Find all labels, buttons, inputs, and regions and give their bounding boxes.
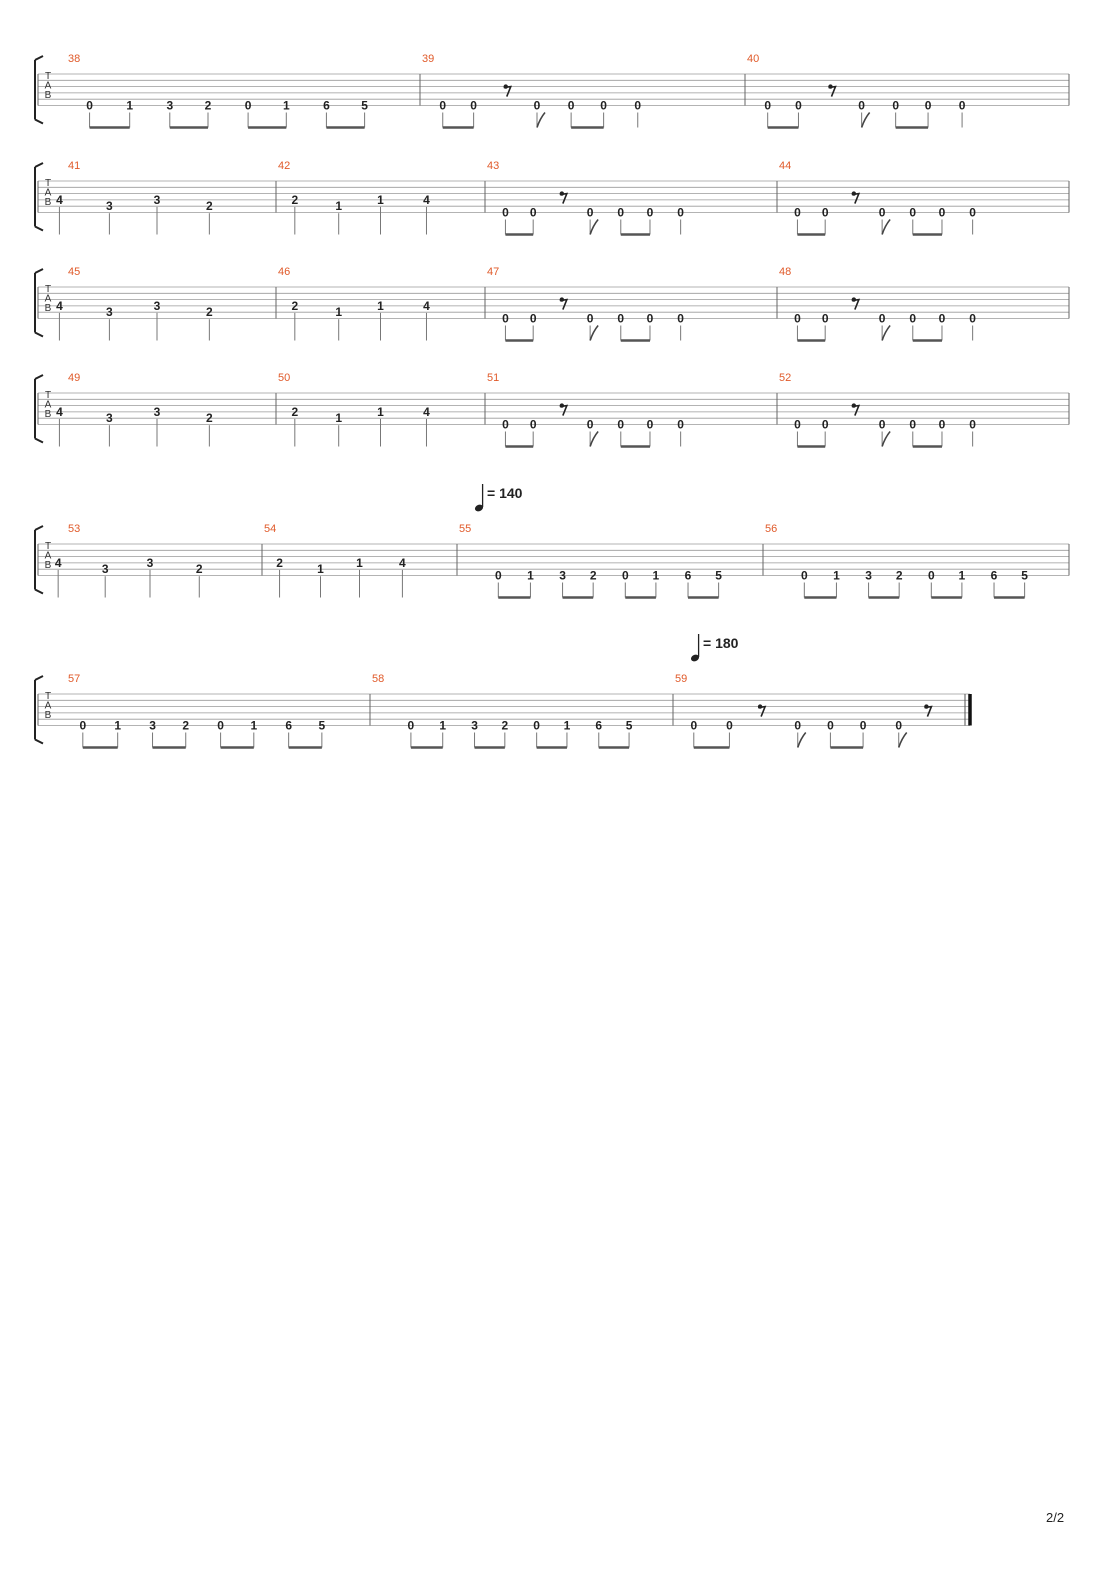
fret-number: 1 xyxy=(282,98,290,113)
note-flag xyxy=(899,733,907,748)
fret-number: 1 xyxy=(527,568,534,583)
fret-number: 0 xyxy=(646,311,654,326)
fret-number: 3 xyxy=(471,718,478,733)
fret-number: 0 xyxy=(794,417,801,432)
fret-number: 6 xyxy=(684,568,692,583)
note-flag xyxy=(862,113,870,128)
fret-number: 3 xyxy=(166,98,174,113)
fret-number: 0 xyxy=(677,311,684,326)
fret-number: 0 xyxy=(634,98,642,113)
measure-number: 46 xyxy=(278,266,291,278)
measure-number: 39 xyxy=(422,53,435,65)
note-flag xyxy=(590,220,598,235)
fret-number: 4 xyxy=(423,298,430,313)
fret-number: 3 xyxy=(153,298,161,313)
fret-number: 2 xyxy=(895,568,903,583)
fret-number: 1 xyxy=(377,192,384,207)
fret-number: 0 xyxy=(800,568,808,583)
fret-number: 1 xyxy=(335,411,343,426)
fret-number: 2 xyxy=(182,718,190,733)
tempo-marking: = 180 xyxy=(703,635,739,651)
fret-number: 4 xyxy=(54,555,62,570)
tab-clef-letter: B xyxy=(44,710,52,721)
fret-number: 0 xyxy=(621,568,629,583)
fret-number: 4 xyxy=(423,192,430,207)
fret-number: 1 xyxy=(377,404,384,419)
fret-number: 0 xyxy=(529,417,537,432)
measure-number: 48 xyxy=(779,266,792,278)
fret-number: 0 xyxy=(794,205,801,220)
fret-number: 1 xyxy=(356,555,363,570)
fret-number: 0 xyxy=(494,568,502,583)
fret-number: 3 xyxy=(153,404,161,419)
fret-number: 3 xyxy=(106,199,113,214)
system-bracket xyxy=(35,676,43,744)
fret-number: 1 xyxy=(958,568,966,583)
fret-number: 0 xyxy=(646,205,654,220)
tab-clef-letter: B xyxy=(44,409,52,420)
measure-number: 58 xyxy=(372,673,385,685)
fret-number: 0 xyxy=(726,718,733,733)
fret-number: 2 xyxy=(276,555,283,570)
tab-clef-letter: T xyxy=(44,691,52,702)
fret-number: 4 xyxy=(423,404,430,419)
measure-number: 57 xyxy=(68,673,81,685)
measure-number: 38 xyxy=(68,53,81,65)
fret-number: 3 xyxy=(106,305,113,320)
tab-clef-letter: A xyxy=(44,550,52,562)
fret-number: 0 xyxy=(909,311,917,326)
tab-clef-letter: A xyxy=(44,80,52,92)
fret-number: 3 xyxy=(865,568,872,583)
tab-clef-letter: A xyxy=(44,399,52,411)
fret-number: 1 xyxy=(335,305,343,320)
fret-number: 1 xyxy=(563,718,571,733)
measure-number: 43 xyxy=(487,160,500,172)
fret-number: 0 xyxy=(821,205,829,220)
fret-number: 6 xyxy=(323,98,330,113)
fret-number: 0 xyxy=(827,718,834,733)
fret-number: 0 xyxy=(470,98,477,113)
fret-number: 0 xyxy=(439,98,447,113)
fret-number: 2 xyxy=(195,562,203,577)
fret-number: 0 xyxy=(529,311,537,326)
fret-number: 0 xyxy=(567,98,575,113)
fret-number: 0 xyxy=(646,417,654,432)
tab-clef-letter: T xyxy=(44,178,52,189)
fret-number: 5 xyxy=(625,718,633,733)
fret-number: 2 xyxy=(291,298,299,313)
tab-clef-letter: T xyxy=(44,71,52,82)
fret-number: 0 xyxy=(407,718,415,733)
fret-number: 2 xyxy=(291,192,299,207)
measure-number: 53 xyxy=(68,523,81,535)
fret-number: 0 xyxy=(909,417,917,432)
fret-number: 0 xyxy=(586,311,594,326)
note-flag xyxy=(882,326,890,341)
tab-clef-letter: T xyxy=(44,541,52,552)
fret-number: 0 xyxy=(600,98,607,113)
fret-number: 1 xyxy=(652,568,660,583)
fret-number: 0 xyxy=(794,311,801,326)
fret-number: 0 xyxy=(938,311,946,326)
fret-number: 1 xyxy=(114,718,122,733)
fret-number: 2 xyxy=(501,718,509,733)
fret-number: 2 xyxy=(206,411,213,426)
measure-number: 45 xyxy=(68,266,81,278)
system-bracket xyxy=(35,163,43,231)
fret-number: 2 xyxy=(206,199,213,214)
fret-number: 3 xyxy=(101,562,109,577)
fret-number: 0 xyxy=(938,205,946,220)
tab-clef-letter: T xyxy=(44,390,52,401)
fret-number: 0 xyxy=(969,311,976,326)
fret-number: 6 xyxy=(990,568,998,583)
fret-number: 1 xyxy=(377,298,384,313)
fret-number: 0 xyxy=(217,718,224,733)
fret-number: 0 xyxy=(859,718,867,733)
measure-number: 55 xyxy=(459,523,472,535)
fret-number: 0 xyxy=(764,98,772,113)
measure-number: 52 xyxy=(779,372,792,384)
fret-number: 0 xyxy=(677,205,684,220)
fret-number: 6 xyxy=(595,718,603,733)
fret-number: 2 xyxy=(589,568,597,583)
fret-number: 0 xyxy=(924,98,932,113)
fret-number: 0 xyxy=(927,568,935,583)
fret-number: 0 xyxy=(821,311,829,326)
fret-number: 1 xyxy=(250,718,258,733)
fret-number: 0 xyxy=(533,718,540,733)
fret-number: 4 xyxy=(56,298,63,313)
note-flag xyxy=(590,432,598,447)
fret-number: 0 xyxy=(586,417,594,432)
tab-clef-letter: A xyxy=(44,187,52,199)
fret-number: 5 xyxy=(318,718,326,733)
system-bracket xyxy=(35,526,43,594)
fret-number: 4 xyxy=(56,404,63,419)
measure-number: 41 xyxy=(68,160,81,172)
fret-number: 0 xyxy=(821,417,829,432)
measure-number: 44 xyxy=(779,160,792,172)
tab-clef-letter: B xyxy=(44,197,52,208)
system-bracket xyxy=(35,375,43,443)
fret-number: 0 xyxy=(690,718,698,733)
fret-number: 6 xyxy=(285,718,293,733)
fret-number: 5 xyxy=(361,98,368,113)
note-flag xyxy=(590,326,598,341)
measure-number: 54 xyxy=(264,523,277,535)
page-number: 2/2 xyxy=(1046,1510,1065,1525)
fret-number: 0 xyxy=(502,205,509,220)
fret-number: 1 xyxy=(335,199,343,214)
fret-number: 0 xyxy=(795,98,802,113)
measure-number: 51 xyxy=(487,372,500,384)
fret-number: 5 xyxy=(1021,568,1028,583)
fret-number: 0 xyxy=(617,311,625,326)
fret-number: 0 xyxy=(502,417,509,432)
fret-number: 0 xyxy=(878,205,886,220)
note-flag xyxy=(798,733,806,748)
fret-number: 0 xyxy=(909,205,917,220)
fret-number: 3 xyxy=(559,568,566,583)
fret-number: 3 xyxy=(146,555,154,570)
fret-number: 0 xyxy=(617,205,625,220)
measure-number: 56 xyxy=(765,523,778,535)
fret-number: 0 xyxy=(969,205,976,220)
fret-number: 4 xyxy=(399,555,406,570)
fret-number: 1 xyxy=(317,562,324,577)
fret-number: 0 xyxy=(969,417,976,432)
tab-clef-letter: B xyxy=(44,560,52,571)
fret-number: 2 xyxy=(204,98,212,113)
note-flag xyxy=(882,220,890,235)
fret-number: 0 xyxy=(586,205,594,220)
fret-number: 0 xyxy=(533,98,541,113)
tab-clef-letter: T xyxy=(44,284,52,295)
fret-number: 0 xyxy=(878,417,886,432)
fret-number: 3 xyxy=(149,718,156,733)
fret-number: 0 xyxy=(617,417,625,432)
fret-number: 2 xyxy=(291,404,299,419)
fret-number: 0 xyxy=(892,98,900,113)
fret-number: 0 xyxy=(794,718,802,733)
fret-number: 0 xyxy=(895,718,903,733)
measure-number: 59 xyxy=(675,673,688,685)
fret-number: 0 xyxy=(677,417,684,432)
tempo-marking: = 140 xyxy=(487,485,523,501)
fret-number: 3 xyxy=(106,411,113,426)
system-bracket xyxy=(35,269,43,337)
fret-number: 3 xyxy=(153,192,161,207)
measure-number: 42 xyxy=(278,160,291,172)
fret-number: 0 xyxy=(502,311,509,326)
measure-number: 49 xyxy=(68,372,81,384)
note-flag xyxy=(882,432,890,447)
measure-number: 47 xyxy=(487,266,500,278)
tab-clef-letter: B xyxy=(44,90,52,101)
tab-clef-letter: B xyxy=(44,303,52,314)
measure-number: 50 xyxy=(278,372,291,384)
fret-number: 0 xyxy=(958,98,966,113)
tab-clef-letter: A xyxy=(44,700,52,712)
fret-number: 0 xyxy=(878,311,886,326)
fret-number: 0 xyxy=(858,98,865,113)
measure-number: 40 xyxy=(747,53,760,65)
fret-number: 1 xyxy=(439,718,447,733)
tab-clef-letter: A xyxy=(44,293,52,305)
fret-number: 5 xyxy=(715,568,722,583)
system-bracket xyxy=(35,56,43,124)
fret-number: 0 xyxy=(938,417,946,432)
fret-number: 0 xyxy=(244,98,252,113)
fret-number: 4 xyxy=(56,192,63,207)
fret-number: 1 xyxy=(833,568,840,583)
fret-number: 1 xyxy=(126,98,134,113)
fret-number: 0 xyxy=(529,205,537,220)
fret-number: 0 xyxy=(79,718,87,733)
fret-number: 0 xyxy=(86,98,93,113)
fret-number: 2 xyxy=(206,305,213,320)
note-flag xyxy=(537,113,545,128)
